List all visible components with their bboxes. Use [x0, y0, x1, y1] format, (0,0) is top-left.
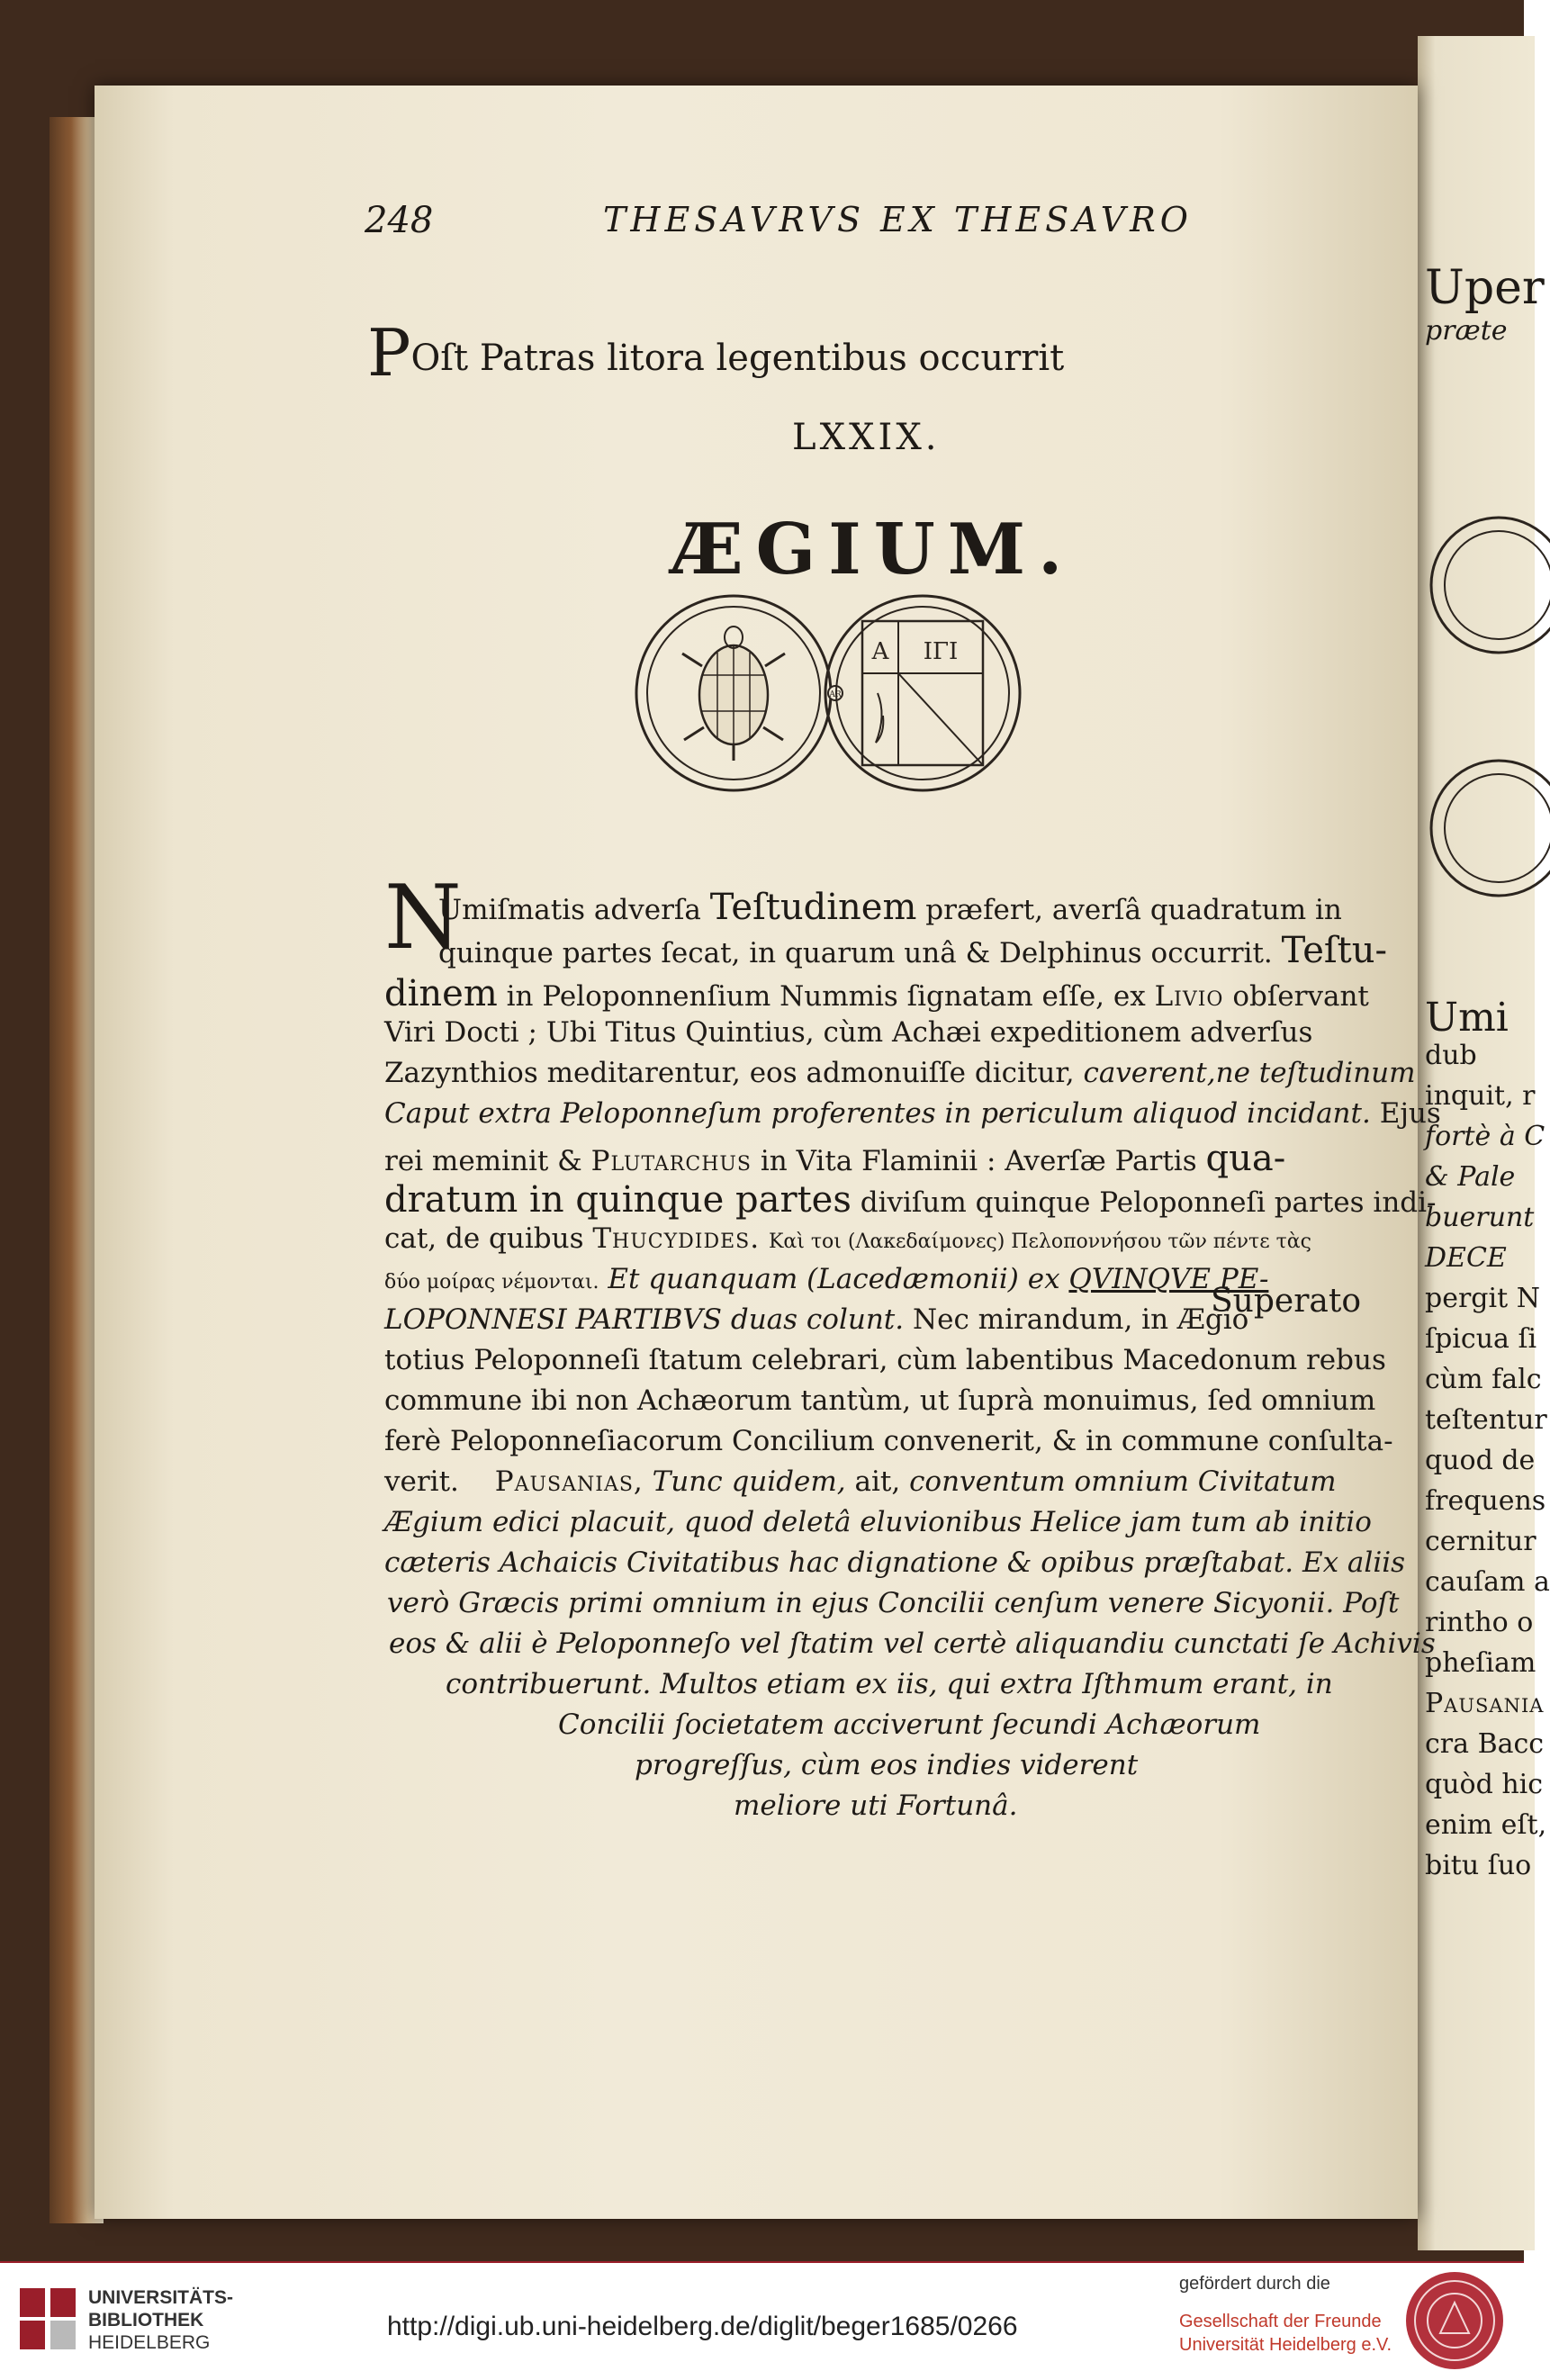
facing-page — [1418, 36, 1550, 2250]
text-line: contribuerunt. Multos etiam ex iis, qui extra Iſthmum erant, in — [446, 1668, 1333, 1700]
coin-center-mark: AR — [829, 690, 842, 699]
facing-line: teſtentur — [1425, 1404, 1547, 1436]
library-name-line: UNIVERSITÄTS- — [88, 2287, 234, 2308]
text-fragment: dratum in quinque partes — [384, 1179, 852, 1221]
coin-letters: ΙΓΙ — [923, 638, 959, 665]
text-fragment: Zazynthios meditarentur, eos admonuiſſe dicitur, — [384, 1057, 1075, 1089]
footer-bar — [0, 2261, 1524, 2380]
greek-quote: Καὶ τοι (Λακεδαίμονες) Πελοποννήσου τῶν πέντε τὰς — [768, 1231, 1311, 1253]
text-fragment: LOPONNESI PARTIBVS — [384, 1303, 723, 1336]
facing-line: quòd hic — [1425, 1769, 1544, 1800]
text-fragment: diviſum quinque Peloponneſi partes indi- — [860, 1186, 1437, 1219]
facing-line: quod de — [1425, 1445, 1536, 1476]
facing-line: cùm falc — [1425, 1364, 1542, 1395]
facing-line: Umi — [1425, 995, 1509, 1041]
text-line — [384, 1222, 1311, 1255]
facing-line: Uper — [1425, 261, 1545, 315]
text-fragment: in Peloponnenſium Nummis ſignatam eſſe, ex — [506, 980, 1146, 1013]
text-fragment: caverent,ne teſtudinum — [1083, 1057, 1416, 1089]
text-line — [384, 1303, 1248, 1336]
facing-line: cernitur — [1425, 1526, 1536, 1557]
facing-line: rintho o — [1425, 1607, 1534, 1638]
text-line: verò Græcis primi omnium in ejus Concilii cenſum venere Sicyonii. Poſt — [387, 1587, 1400, 1619]
facing-line: buerunt — [1425, 1202, 1535, 1233]
text-fragment: quinque partes ſecat, in quarum unâ & Delphinus occurrit. — [438, 937, 1273, 969]
facing-line: enim eſt, — [1425, 1809, 1547, 1841]
section-numeral: LXXIX. — [792, 417, 941, 458]
text-line — [438, 930, 1387, 971]
text-line — [384, 1179, 1437, 1221]
text-line: Concilii ſocietatem acciverunt ſecundi Achæorum — [558, 1708, 1261, 1741]
catchword: Superato — [1211, 1283, 1362, 1320]
text-line — [438, 887, 1342, 928]
university-seal-icon[interactable] — [1404, 2270, 1505, 2371]
text-fragment: Thucydides. — [592, 1222, 761, 1255]
text-fragment: Teſtu- — [1281, 930, 1388, 971]
text-fragment: Caput extra Peloponneſum proferentes in periculum aliquod incidant. — [384, 1097, 1371, 1130]
text-fragment: dinem — [384, 973, 498, 1014]
text-fragment: Nec mirandum, in Ægio — [912, 1303, 1249, 1336]
text-fragment: præfert, averſâ quadratum in — [925, 894, 1342, 926]
page-number: 248 — [365, 200, 434, 241]
facing-line: pergit N — [1425, 1283, 1540, 1314]
facing-line: Pausania — [1425, 1688, 1545, 1719]
text-line — [384, 1057, 1416, 1089]
text-fragment: Pausanias, — [494, 1465, 644, 1498]
text-fragment: ait, — [854, 1465, 901, 1498]
text-line — [384, 1465, 1337, 1498]
coin-letter: Α — [871, 638, 889, 665]
text-line — [384, 1263, 1268, 1295]
facing-line: pheſiam — [1425, 1647, 1536, 1679]
society-line: Universität Heidelberg e.V. — [1179, 2335, 1392, 2355]
university-logo-icon[interactable] — [16, 2285, 79, 2353]
coin-obverse-tortoise — [636, 596, 831, 790]
library-name-line: HEIDELBERG — [88, 2332, 211, 2353]
facing-line: præte — [1425, 315, 1508, 347]
text-fragment: Et quanquam (Lacedæmonii) ex — [608, 1263, 1060, 1295]
text-fragment: rei meminit & — [384, 1145, 582, 1177]
running-title: THESAVRVS EX THESAVRO — [603, 200, 1193, 239]
text-fragment: cat, de quibus — [384, 1222, 584, 1255]
text-line — [384, 973, 1369, 1014]
text-fragment: in Vita Flaminii : Averſæ Partis — [760, 1145, 1197, 1177]
facing-line: & Pale — [1425, 1161, 1516, 1193]
text-line — [384, 1138, 1285, 1179]
greek-quote: δύο μοίρας νέμονται. — [384, 1271, 599, 1294]
text-line: Viri Docti ; Ubi Titus Quintius, cùm Achæi expeditionem adverſus — [384, 1016, 1313, 1049]
intro-capital: P — [367, 315, 411, 391]
facing-line: dub — [1425, 1040, 1477, 1071]
society-line: Gesellschaft der Freunde — [1179, 2312, 1382, 2331]
text-fragment: duas colunt. — [730, 1303, 905, 1336]
text-fragment: Umiſmatis adverſa — [438, 894, 701, 926]
text-fragment: Teſtudinem — [709, 887, 917, 928]
text-line — [384, 1097, 1441, 1130]
funded-by-label: gefördert durch die — [1179, 2274, 1330, 2294]
text-fragment: Tunc quidem, — [652, 1465, 846, 1498]
library-name-line: BIBLIOTHEK — [88, 2310, 204, 2330]
facing-line: inquit, r — [1425, 1080, 1536, 1112]
facing-line: cra Bacc — [1425, 1728, 1545, 1760]
coin-illustration — [630, 585, 959, 801]
text-line: Ægium edici placuit, quod deletâ eluvionibus Helice jam tum ab initio — [384, 1506, 1372, 1538]
text-line: eos & alii è Peloponneſo vel ſtatim vel certè aliquandiu cunctati ſe Achivis — [389, 1627, 1436, 1660]
intro-text: Oſt Patras litora legentibus occurrit — [410, 338, 1065, 379]
text-line: commune ibi non Achæorum tantùm, ut ſuprà monuimus, ſed omnium — [384, 1384, 1376, 1417]
text-fragment: Livio — [1154, 980, 1224, 1013]
text-line: progreſſus, cùm eos indies viderent — [635, 1749, 1139, 1781]
drop-capital: N — [384, 867, 462, 969]
library-name[interactable] — [88, 2286, 233, 2354]
city-heading: ÆGIUM. — [671, 509, 1076, 590]
society-name[interactable] — [1179, 2310, 1392, 2357]
text-line: cæteris Achaicis Civitatibus hac dignatione & opibus præſtabat. Ex aliis — [384, 1546, 1406, 1579]
facing-line: ſpicua ſi — [1425, 1323, 1537, 1355]
text-line: meliore uti Fortunâ. — [734, 1790, 1018, 1822]
text-line: totius Peloponneſi ſtatum celebrari, cùm labentibus Macedonum rebus — [384, 1344, 1386, 1376]
text-fragment: qua- — [1205, 1138, 1286, 1179]
facing-line: DECE — [1425, 1242, 1507, 1274]
text-fragment: Ejus — [1379, 1097, 1441, 1130]
facing-line: frequens — [1425, 1485, 1546, 1517]
text-line: ferè Peloponneſiacorum Concilium convenerit, & in commune conſulta- — [384, 1425, 1393, 1457]
facing-line: bitu ſuo — [1425, 1850, 1532, 1881]
text-fragment: conventum omnium Civitatum — [909, 1465, 1337, 1498]
facing-line: fortè à C — [1425, 1121, 1545, 1152]
facing-line: cauſam a — [1425, 1566, 1550, 1598]
text-fragment: Plutarchus — [590, 1145, 752, 1177]
text-fragment: verit. — [384, 1465, 459, 1498]
text-fragment: QVINQVE PE- — [1068, 1263, 1269, 1295]
permalink[interactable]: http://digi.ub.uni-heidelberg.de/diglit/beger1685/0266 — [387, 2312, 1018, 2341]
text-fragment: obſervant — [1232, 980, 1369, 1013]
intro-line — [367, 315, 1064, 391]
